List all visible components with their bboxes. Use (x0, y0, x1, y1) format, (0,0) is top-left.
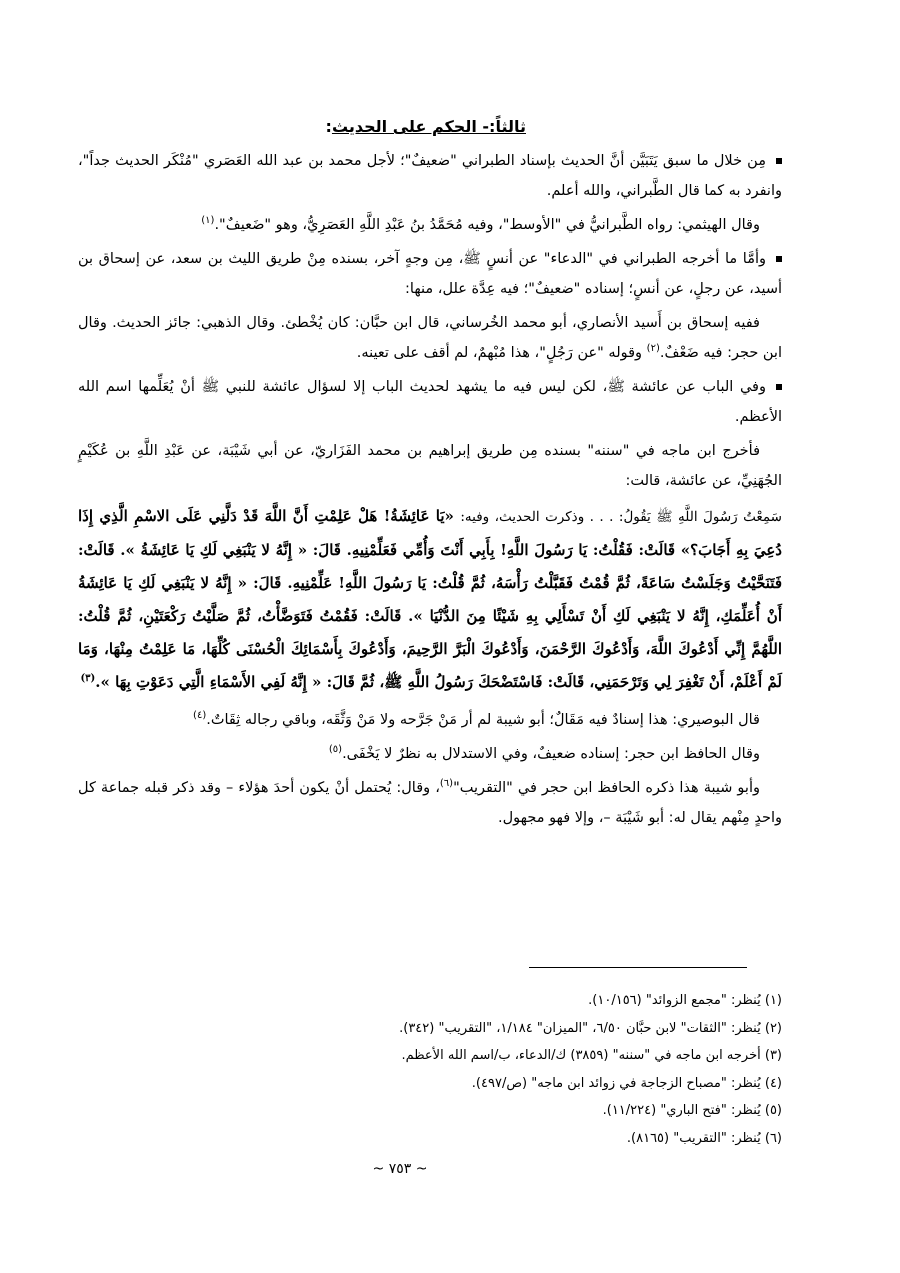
footnote-item: (٤) يُنظر: "مصباح الزجاجة في زوائد ابن ماجه" (ص/٤٩٧). (471, 1075, 782, 1091)
paragraph-6-text: فأخرج ابن ماجه في "سننه" بسنده مِن طريق إبراهيم بن محمد الفَزَاريّ، عن أبي شَيْبَة، عن عَبْدِ اللَّهِ بن عُكَيْمٍ الجُهَنِيِّ، عن عائشة، قالت: (78, 443, 782, 489)
footnote-ref-4: (٤) (193, 710, 207, 722)
hadith-body: «يَا عَائِشَةُ! هَلْ عَلِمْتِ أَنَّ اللَّهَ قَدْ دَلَّنِي عَلَى الاسْمِ الَّذِي إِذَا دُعِيَ بِهِ أَجَابَ؟» قَالَتْ: فَقُلْتُ: يَا رَسُولَ اللَّهِ! بِأَبِي أَنْتَ وَأُمِّي فَعَلِّمْنِيهِ. قَالَ: « إِنَّهُ لا يَنْبَغِي لَكِ يَا عَائِشَةُ ». قَالَتْ: فَتَنَحَّيْتُ وَجَلَسْتُ سَاعَةً، ثُمَّ قُمْتُ فَقَبَّلْتُ رَأْسَهُ، ثُمَّ قُلْتُ: يَا رَسُولَ اللَّهِ! عَلِّمْنِيهِ. قَالَ: « إِنَّهُ لا يَنْبَغِي لَكِ يَا عَائِشَةُ أَنْ أُعَلِّمَكِ، إِنَّهُ لا يَنْبَغِي لَكِ أَنْ تَسْأَلِي بِهِ شَيْئًا مِنَ الدُّنْيَا ». قَالَتْ: فَقُمْتُ فَتَوَضَّأْتُ، ثُمَّ صَلَّيْتُ رَكْعَتَيْنِ، ثُمَّ قُلْتُ: اللَّهُمَّ إِنِّي أَدْعُوكَ اللَّهَ، وَأَدْعُوكَ الرَّحْمَنَ، وَأَدْعُوكَ الْبَرَّ الرَّحِيمَ، وَأَدْعُوكَ بِأَسْمَائِكَ الْحُسْنَى كُلِّهَا، مَا عَلِمْتُ مِنْهَا، وَمَا لَمْ أَعْلَمْ، أَنْ تَغْفِرَ لِي وَتَرْحَمَنِي، قَالَتْ: فَاسْتَضْحَكَ رَسُولُ اللَّهِ ﷺ، ثُمَّ قَالَ: « إِنَّهُ لَفِي الأَسْمَاءِ الَّتِي دَعَوْتِ بِهَا ». (78, 507, 782, 691)
heading-suffix: : (325, 117, 332, 136)
paragraph-3 (78, 244, 782, 304)
paragraph-7-text: قال البوصيري: هذا إسنادٌ فيه مَقَالٌ؛ أبو شيبة لم أر مَنْ جَرَّحه ولا مَنْ وَثَّقَه، وباقي رجاله ثِقَاتٌ. (206, 712, 760, 728)
paragraph-2-text: وقال الهيثمي: رواه الطَّبرانيُّ في "الأوسط"، وفيه مُحَمَّدُ بنُ عَبْدِ اللَّهِ العَصَرِيُّ، وهو "ضَعيفٌ". (214, 217, 760, 233)
footnote-item: (١) يُنظر: "مجمع الزوائد" (١٠/١٥٦). (588, 993, 782, 1008)
paragraph-4 (78, 308, 782, 368)
paragraph-1-text: مِن خلال ما سبق يَتَبَيَّن أنَّ الحديث بإسناد الطبراني "ضعيفٌ"؛ لأجل محمد بن عبد الله العَصَري "مُنْكَر الحديث جداً"، وانفرد به كما قال الطَّبراني، والله أعلم. (78, 153, 782, 199)
footnote-item: (٢) يُنظر: "الثقات" لابن حبَّان ٦/٥٠، "الميزان" ١/١٨٤، "التقريب" (٣٤٢). (399, 1020, 782, 1036)
bullet-icon (776, 384, 782, 390)
paragraph-8 (78, 739, 782, 769)
paragraph-6 (78, 436, 782, 496)
paragraph-9 (78, 773, 782, 833)
hadith-intro: سَمِعْتُ رَسُولَ اللَّهِ ﷺ يَقُولُ: . . . وذكرت الحديث، وفيه: (460, 509, 782, 525)
bullet-icon (776, 158, 782, 164)
paragraph-9-text-a: وأبو شيبة هذا ذكره الحافظ ابن حجر في "التقريب" (453, 780, 760, 796)
paragraph-1 (78, 146, 782, 206)
footnote-item: (٣) أخرجه ابن ماجه في "سننه" (٣٨٥٩) ك/الدعاء، ب/اسم الله الأعظم. (401, 1048, 782, 1063)
footnotes (262, 987, 782, 1152)
heading-label: ثالثاً:- الحكم على الحديث (331, 117, 526, 136)
paragraph-8-text: وقال الحافظ ابن حجر: إسناده ضعيفٌ، وفي الاستدلال به نظرٌ لا يَخْفَى. (342, 746, 760, 762)
paragraph-4-tail: وقوله "عن رَجُلٍ"، هذا مُبْهمٌ، لم أقف على تعينه. (356, 345, 643, 361)
hadith-text (78, 500, 782, 699)
footnote-item: (٦) يُنظر: "التقريب" (٨١٦٥). (626, 1130, 782, 1146)
paragraph-4-text: ففيه إسحاق بن أَسيد الأنصاري، أبو محمد الخُرساني، قال ابن حبَّان: كان يُخْطئ. وقال الذهبي: جائز الحديث. وقال ابن حجر: فيه ضَعْفٌ. (78, 315, 782, 361)
paragraph-7 (78, 705, 782, 735)
paragraph-5 (78, 372, 782, 432)
footnote-item: (٥) يُنظر: "فتح الباري" (١١/٢٢٤). (602, 1103, 782, 1118)
bullet-icon (776, 256, 782, 262)
paragraph-2 (78, 210, 782, 240)
footnote-ref-3: (٣) (80, 673, 96, 684)
page-number: ~ ٧٥٣ ~ (372, 1161, 428, 1177)
footnote-ref-5: (٥) (328, 744, 343, 756)
footnote-divider (529, 967, 747, 968)
paragraph-9-text-b: ، وقال: يُحتمل أنْ يكون أحدَ هؤلاء – وقد ذكر قبله جماعة كل واحدٍ مِنْهم يقال له: أبو شَيْبَة –، وإلا فهو مجهول. (78, 780, 782, 826)
main-content (78, 112, 782, 837)
paragraph-5-text: وفي الباب عن عائشة ﷺ، لكن ليس فيه ما يشهد لحديث الباب إلا لسؤال عائشة للنبي ﷺ أنْ يُعَلِّمها اسم الله الأعظم. (78, 379, 782, 425)
footnote-ref-6: (٦) (439, 778, 454, 790)
paragraph-3-text: وأمَّا ما أخرجه الطبراني في "الدعاء" عن أنسٍ ﷺ، مِن وجهٍ آخر، بسنده مِنْ طريق الليث بن سعد، عن إسحاق بن أسيد، عن رجلٍ، عن أنسٍ؛ إسناده "ضعيفٌ"؛ فيه عِدَّة علل، منها: (78, 251, 782, 297)
footnote-ref-2: (٢) (646, 343, 660, 355)
footnote-ref-1: (١) (201, 215, 215, 227)
section-heading (78, 112, 782, 142)
